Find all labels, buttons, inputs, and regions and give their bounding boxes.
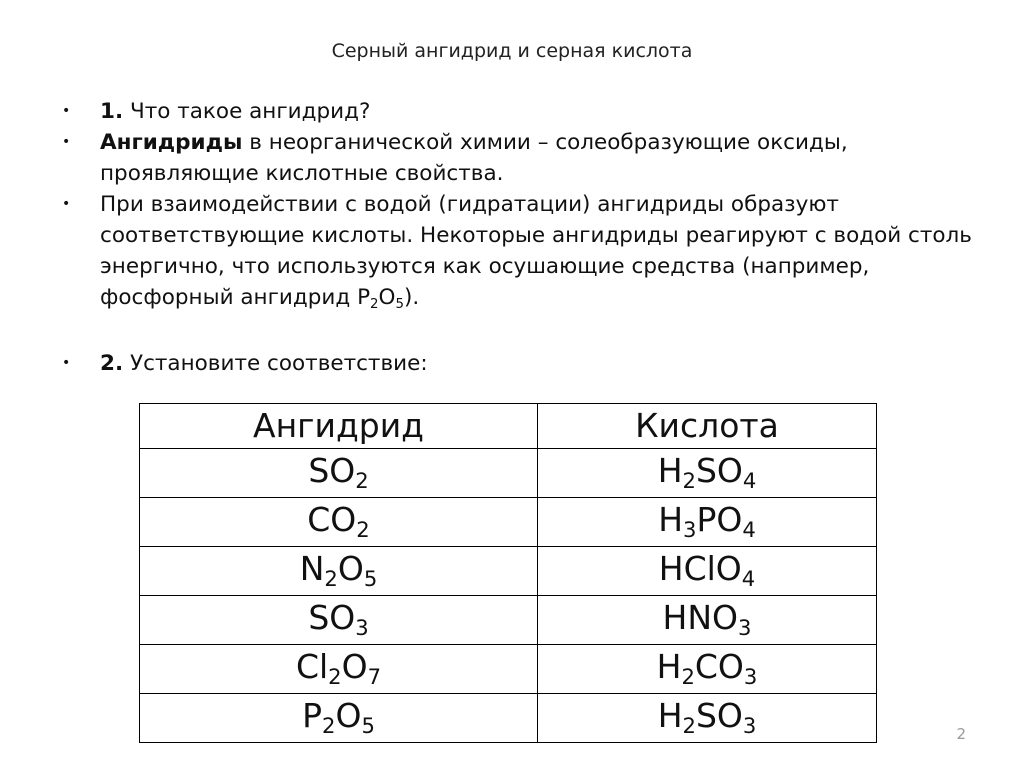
table-row bbox=[140, 694, 877, 743]
header-acid: Кислота bbox=[538, 404, 877, 449]
acid-cell: $H_3PO_4$ bbox=[538, 498, 877, 547]
question-text: Что такое ангидрид? bbox=[123, 99, 371, 124]
bullet-dot-icon: • bbox=[62, 196, 71, 212]
anhydride-cell: $SO_3$ bbox=[140, 596, 538, 645]
table-row bbox=[140, 498, 877, 547]
bullet-dot-icon: • bbox=[62, 134, 71, 150]
table-header-row bbox=[140, 404, 877, 449]
acid-cell: $H_2SO_4$ bbox=[538, 449, 877, 498]
hydration-text: При взаимодействии с водой (гидратации) ангидриды образуют соответствующие кислоты. Некоторые ангидриды реагируют с водой столь энергично, что используются как осушающие средства (например, фосфорный ангидрид bbox=[100, 192, 972, 310]
anhydride-cell: $N_2O_5$ bbox=[140, 547, 538, 596]
acid-cell: $H_2CO_3$ bbox=[538, 645, 877, 694]
anhydride-cell: $Cl_2O_7$ bbox=[140, 645, 538, 694]
acid-cell: HClO$_4$ bbox=[538, 547, 877, 596]
question-text: Установите соответствие: bbox=[123, 351, 428, 376]
acid-cell: $HNO_3$ bbox=[538, 596, 877, 645]
page-number: 2 bbox=[956, 725, 966, 743]
anhydride-cell: $SO_2$ bbox=[140, 449, 538, 498]
table-row bbox=[140, 596, 877, 645]
bullet-dot-icon: • bbox=[62, 355, 71, 371]
table-row bbox=[140, 449, 877, 498]
bullet-question-1 bbox=[62, 96, 982, 127]
question-number: 1. bbox=[100, 99, 124, 124]
bullet-definition bbox=[62, 127, 982, 189]
table-row bbox=[140, 547, 877, 596]
table-row bbox=[140, 645, 877, 694]
question-number: 2. bbox=[100, 351, 124, 376]
formula-p2o5: $P_2O_5$ bbox=[357, 285, 404, 313]
definition-text: в неорганической химии – солеобразующие оксиды, проявляющие кислотные свойства. bbox=[100, 130, 848, 186]
anhydride-cell: $CO_2$ bbox=[140, 498, 538, 547]
bullet-question-2 bbox=[62, 348, 982, 379]
anhydride-cell: $P_2O_5$ bbox=[140, 694, 538, 743]
definition-term: Ангидриды bbox=[100, 130, 243, 155]
slide-title: Серный ангидрид и серная кислота bbox=[331, 40, 693, 62]
correspondence-table bbox=[139, 403, 877, 743]
bullet-dot-icon: • bbox=[62, 103, 71, 119]
hydration-end: ). bbox=[403, 285, 420, 310]
header-anhydride: Ангидрид bbox=[140, 404, 538, 449]
bullet-hydration bbox=[62, 189, 982, 316]
bullet-list bbox=[62, 96, 982, 379]
acid-cell: $H_2SO_3$ bbox=[538, 694, 877, 743]
